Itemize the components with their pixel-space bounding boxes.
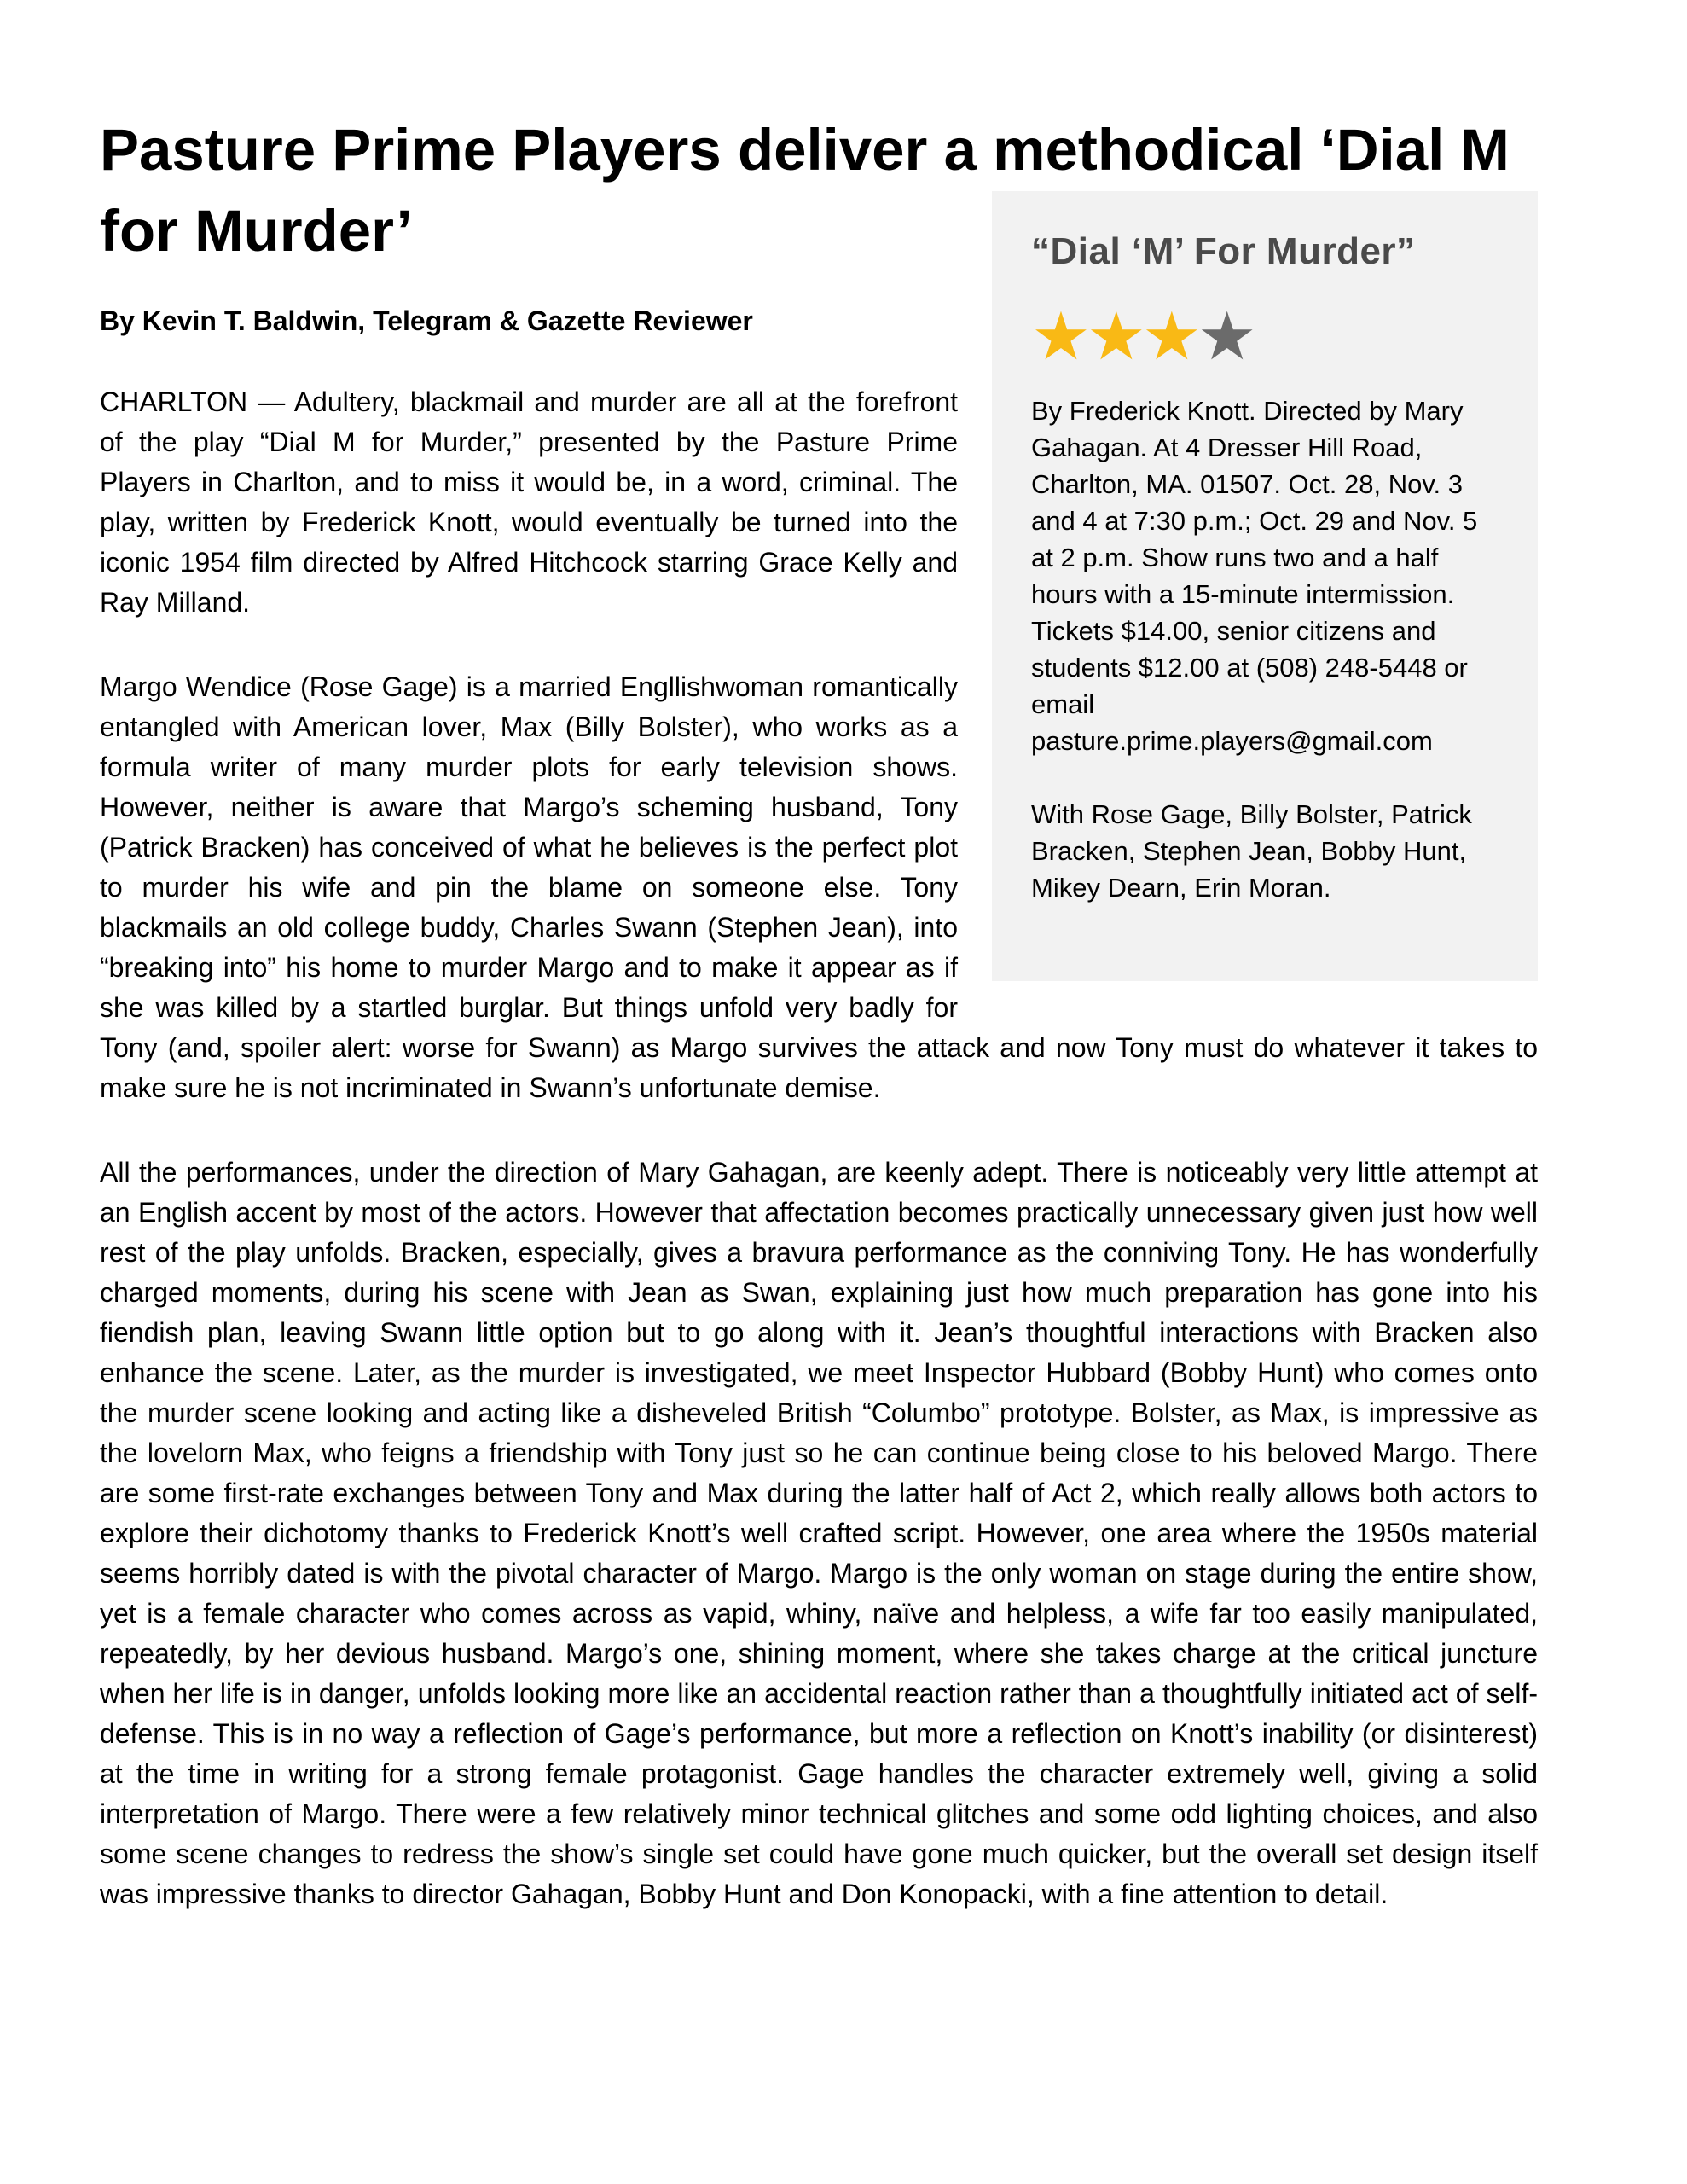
filled-stars-icon: ★★★: [1031, 299, 1197, 375]
show-details-text: By Frederick Knott. Directed by Mary Gahagan. At 4 Dresser Hill Road, Charlton, MA. 01507. Oct. 28, Nov. 3 and 4 at 7:30 p.m.; Oct. 29 and Nov. 5 at 2 p.m. Show runs two and a half hours with a 15-minute intermission. Tickets $14.00, senior citizens and students $12.00 at (508) 248-5448 or email: [1031, 396, 1478, 719]
contact-email: pasture.prime.players@gmail.com: [1031, 726, 1433, 756]
paragraph-3: All the performances, under the direction of Mary Gahagan, are keenly adept. There is noticeably very little attempt at an English accent by most of the actors. However that affectation becomes practically unnecessary given just how well rest of the play unfolds. Bracken, especially, gives a bravura performance as the conniving Tony. He has wonderfully charged moments, during his scene with Jean as Swan, explaining just how much preparation has gone into his fiendish plan, leaving Swann little option but to go along with it. Jean’s thoughtful interactions with Bracken also enhance the scene. Later, as the murder is investigated, we meet Inspector Hubbard (Bobby Hunt) who comes onto the murder scene looking and acting like a disheveled British “Columbo” prototype. Bolster, as Max, is impressive as the lovelorn Max, who feigns a friendship with Tony just so he can continue being close to his beloved Margo. There are some first-rate exchanges between Tony and Max during the latter half of Act 2, which really allows both actors to explore their dichotomy thanks to Frederick Knott’s well crafted script. However, one area where the 1950s material seems horribly dated is with the pivotal character of Margo. Margo is the only woman on stage during the entire show, yet is a female character who comes across as vapid, whiny, naïve and helpless, a wife far too easily manipulated, repeatedly, by her devious husband. Margo’s one, shining moment, where she takes charge at the critical juncture when her life is in danger, unfolds looking more like an accidental reaction rather than a thoughtfully initiated act of self-defense. This is in no way a reflection of Gage’s performance, but more a reflection on Knott’s inability (or disinterest) at the time in writing for a strong female protagonist. Gage handles the character extremely well, giving a solid interpretation of Margo. There were a few relatively minor technical glitches and some odd lighting choices, and also some scene changes to redress the show’s single set could have gone much quicker, but the overall set design itself was impressive thanks to director Gahagan, Bobby Hunt and Don Konopacki, with a fine attention to detail.: [100, 1157, 1538, 1909]
paragraph-1: CHARLTON — Adultery, blackmail and murder are all at the forefront of the play “Dial M for Murder,” presented by the Pasture Prime Players in Charlton, and to miss it would be, in a word, criminal. The play, written by Frederick Knott, would eventually be turned into the iconic 1954 film directed by Alfred Hitchcock starring Grace Kelly and Ray Milland.: [100, 386, 958, 618]
review-info-box: [992, 191, 1538, 981]
cast-list: With Rose Gage, Billy Bolster, Patrick Bracken, Stephen Jean, Bobby Hunt, Mikey Dearn, Erin Moran.: [1031, 799, 1472, 903]
show-details: [1031, 392, 1504, 759]
star-rating: [1031, 299, 1504, 375]
play-title: “Dial ‘M’ For Murder”: [1031, 230, 1416, 272]
paragraph-2: Margo Wendice (Rose Gage) is a married Engllishwoman romantically entangled with American lover, Max (Billy Bolster), who works as a formula writer of many murder plots for early television shows. However, neither is aware that Margo’s scheming husband, Tony (Patrick Bracken) has conceived of what he believes is the perfect plot to murder his wife and pin the blame on someone else. Tony blackmails an old college buddy, Charles Swann (Stephen Jean), into “breaking into” his home to murder Margo and to make it appear as if she was killed by a startled burglar. But things unfold very badly for Tony (and, spoiler alert: worse for Swann) as Margo survives the attack and now Tony must do whatever it takes to make sure he is not incriminated in Swann’s unfortunate demise.: [100, 671, 1538, 1103]
article-title: Pasture Prime Players deliver a methodical ‘Dial M for Murder’: [100, 117, 1510, 264]
empty-star-icon: ★: [1197, 299, 1253, 375]
byline: By Kevin T. Baldwin, Telegram & Gazette Reviewer: [100, 305, 753, 336]
